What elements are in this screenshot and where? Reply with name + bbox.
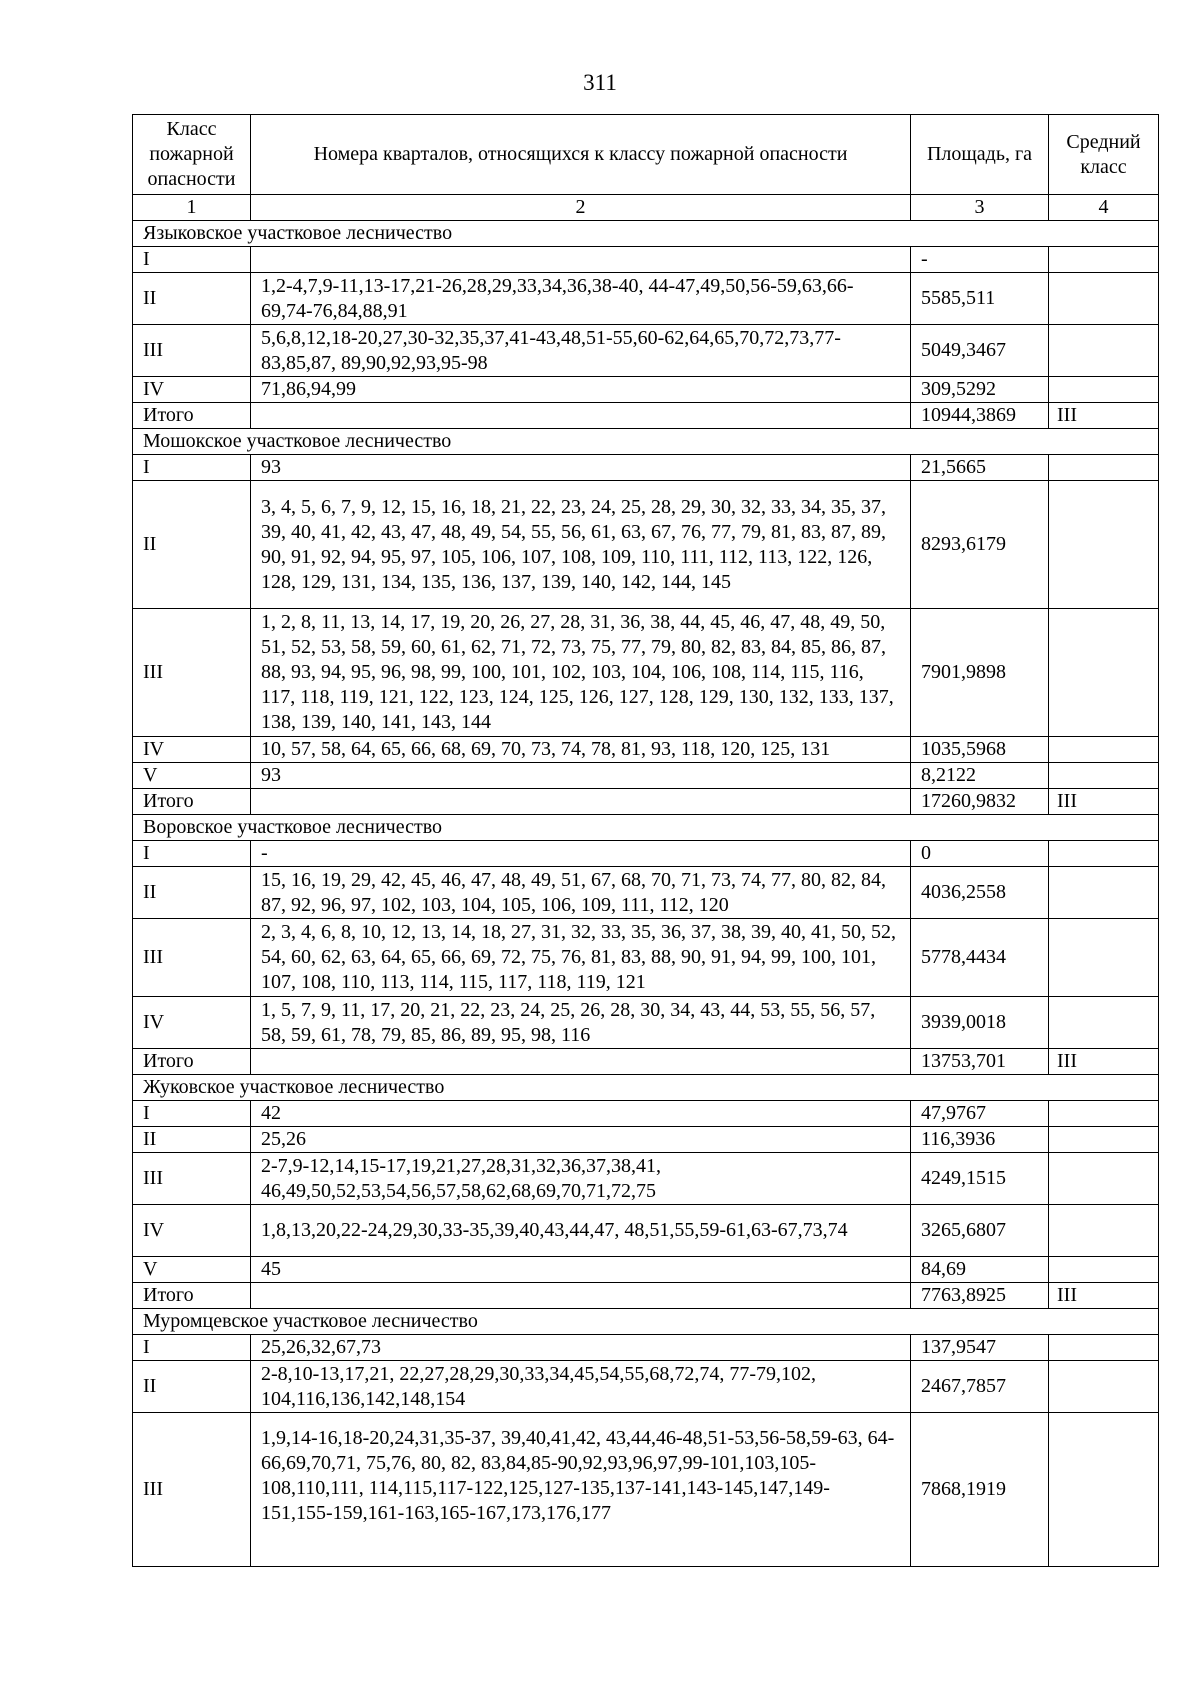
avg-class: [1049, 609, 1159, 737]
avg-class: [1049, 273, 1159, 325]
section-title: Муромцевское участковое лесничество: [133, 1309, 1159, 1335]
fire-class: I: [133, 247, 251, 273]
fire-class: IV: [133, 997, 251, 1049]
header-row: [133, 115, 1159, 195]
total-area: 7763,8925: [911, 1283, 1049, 1309]
table-row: [133, 737, 1159, 763]
header-class: Класс пожарной опасности: [133, 115, 251, 195]
quarters: 2-8,10-13,17,21, 22,27,28,29,30,33,34,45,54,55,68,72,74, 77-79,102, 104,116,136,142,148,154: [251, 1361, 911, 1413]
avg-class: [1049, 481, 1159, 609]
column-number: 4: [1049, 195, 1159, 221]
area: 1035,5968: [911, 737, 1049, 763]
section-title: Воровское участковое лесничество: [133, 815, 1159, 841]
avg-class: [1049, 841, 1159, 867]
area: 4036,2558: [911, 867, 1049, 919]
table-row: [133, 1413, 1159, 1567]
avg-class: [1049, 377, 1159, 403]
avg-class: [1049, 1257, 1159, 1283]
section-title: Мошокское участковое лесничество: [133, 429, 1159, 455]
table-row: [133, 481, 1159, 609]
table-row: [133, 609, 1159, 737]
area: 7901,9898: [911, 609, 1049, 737]
header-avg-class: Средний класс: [1049, 115, 1159, 195]
table-row: [133, 841, 1159, 867]
area: 0: [911, 841, 1049, 867]
fire-class: III: [133, 325, 251, 377]
total-label: Итого: [133, 403, 251, 429]
quarters: 42: [251, 1101, 911, 1127]
total-area: 10944,3869: [911, 403, 1049, 429]
avg-class: [1049, 737, 1159, 763]
fire-class: III: [133, 609, 251, 737]
table-row: [133, 1127, 1159, 1153]
avg-class: [1049, 325, 1159, 377]
avg-class: [1049, 247, 1159, 273]
total-row: [133, 1049, 1159, 1075]
quarters: 1,9,14-16,18-20,24,31,35-37, 39,40,41,42, 43,44,46-48,51-53,56-58,59-63, 64-66,69,70,71, 75,76, 80, 82, 83,84,85-90,92,93,96,97,99-101,103,105-108,110,111, 114,115,117-122,125,127-135,137-141,143-145,147,149-151,155-159,161-163,165-167,173,176,177: [251, 1413, 911, 1567]
quarters: 71,86,94,99: [251, 377, 911, 403]
table-row: [133, 1257, 1159, 1283]
area: 3939,0018: [911, 997, 1049, 1049]
table-row: [133, 247, 1159, 273]
section-header-row: [133, 429, 1159, 455]
quarters: 45: [251, 1257, 911, 1283]
table-row: [133, 377, 1159, 403]
total-avg-class: III: [1049, 1283, 1159, 1309]
table-row: [133, 325, 1159, 377]
fire-class: IV: [133, 737, 251, 763]
section-header-row: [133, 815, 1159, 841]
fire-class: I: [133, 1101, 251, 1127]
area: 7868,1919: [911, 1413, 1049, 1567]
quarters: 93: [251, 763, 911, 789]
fire-class: IV: [133, 1205, 251, 1257]
area: 309,5292: [911, 377, 1049, 403]
avg-class: [1049, 919, 1159, 997]
quarters: 15, 16, 19, 29, 42, 45, 46, 47, 48, 49, 51, 67, 68, 70, 71, 73, 74, 77, 80, 82, 84, 87, 92, 96, 97, 102, 103, 104, 105, 106, 109, 111, 112, 120: [251, 867, 911, 919]
avg-class: [1049, 1413, 1159, 1567]
quarters: 10, 57, 58, 64, 65, 66, 68, 69, 70, 73, 74, 78, 81, 93, 118, 120, 125, 131: [251, 737, 911, 763]
fire-danger-table: [132, 114, 1159, 1567]
total-row: [133, 1283, 1159, 1309]
table-row: [133, 763, 1159, 789]
section-header-row: [133, 1309, 1159, 1335]
fire-class: III: [133, 1153, 251, 1205]
column-number: 2: [251, 195, 911, 221]
total-row: [133, 403, 1159, 429]
fire-class: I: [133, 841, 251, 867]
total-area: 13753,701: [911, 1049, 1049, 1075]
quarters: 3, 4, 5, 6, 7, 9, 12, 15, 16, 18, 21, 22, 23, 24, 25, 28, 29, 30, 32, 33, 34, 35, 37, 39, 40, 41, 42, 43, 47, 48, 49, 54, 55, 56, 61, 63, 67, 76, 77, 79, 81, 83, 87, 89, 90, 91, 92, 94, 95, 97, 105, 106, 107, 108, 109, 110, 111, 112, 113, 122, 126, 128, 129, 131, 134, 135, 136, 137, 139, 140, 142, 144, 145: [251, 481, 911, 609]
quarters: 1, 5, 7, 9, 11, 17, 20, 21, 22, 23, 24, 25, 26, 28, 30, 34, 43, 44, 53, 55, 56, 57, 58, 59, 61, 78, 79, 85, 86, 89, 95, 98, 116: [251, 997, 911, 1049]
fire-class: III: [133, 919, 251, 997]
area: 21,5665: [911, 455, 1049, 481]
fire-class: I: [133, 1335, 251, 1361]
area: 8293,6179: [911, 481, 1049, 609]
total-area: 17260,9832: [911, 789, 1049, 815]
total-label: Итого: [133, 1049, 251, 1075]
fire-class: I: [133, 455, 251, 481]
column-number: 3: [911, 195, 1049, 221]
table-row: [133, 1361, 1159, 1413]
table-row: [133, 997, 1159, 1049]
fire-class: II: [133, 481, 251, 609]
quarters: 2, 3, 4, 6, 8, 10, 12, 13, 14, 18, 27, 31, 32, 33, 35, 36, 37, 38, 39, 40, 41, 50, 52, 54, 60, 62, 63, 64, 65, 66, 69, 72, 75, 76, 81, 83, 88, 90, 91, 94, 99, 100, 101, 107, 108, 110, 113, 114, 115, 117, 118, 119, 121: [251, 919, 911, 997]
area: 47,9767: [911, 1101, 1049, 1127]
total-row: [133, 789, 1159, 815]
section-header-row: [133, 221, 1159, 247]
area: 2467,7857: [911, 1361, 1049, 1413]
avg-class: [1049, 1335, 1159, 1361]
page-number: 311: [583, 70, 617, 95]
avg-class: [1049, 997, 1159, 1049]
avg-class: [1049, 1205, 1159, 1257]
fire-class: II: [133, 273, 251, 325]
area: 8,2122: [911, 763, 1049, 789]
section-title: Языковское участковое лесничество: [133, 221, 1159, 247]
quarters: 93: [251, 455, 911, 481]
area: 116,3936: [911, 1127, 1049, 1153]
avg-class: [1049, 763, 1159, 789]
column-number-row: [133, 195, 1159, 221]
avg-class: [1049, 1153, 1159, 1205]
header-area: Площадь, га: [911, 115, 1049, 195]
area: -: [911, 247, 1049, 273]
quarters: 2-7,9-12,14,15-17,19,21,27,28,31,32,36,37,38,41, 46,49,50,52,53,54,56,57,58,62,68,69,70,71,72,75: [251, 1153, 911, 1205]
total-label: Итого: [133, 789, 251, 815]
quarters: [251, 1283, 911, 1309]
quarters: 1, 2, 8, 11, 13, 14, 17, 19, 20, 26, 27, 28, 31, 36, 38, 44, 45, 46, 47, 48, 49, 50, 51, 52, 53, 58, 59, 60, 61, 62, 71, 72, 73, 75, 77, 79, 80, 82, 83, 84, 85, 86, 87, 88, 93, 94, 95, 96, 98, 99, 100, 101, 102, 103, 104, 106, 108, 114, 115, 116, 117, 118, 119, 121, 122, 123, 124, 125, 126, 127, 128, 129, 130, 132, 133, 137, 138, 139, 140, 141, 143, 144: [251, 609, 911, 737]
quarters: -: [251, 841, 911, 867]
area: 5585,511: [911, 273, 1049, 325]
avg-class: [1049, 455, 1159, 481]
fire-class: V: [133, 763, 251, 789]
avg-class: [1049, 867, 1159, 919]
table-row: [133, 867, 1159, 919]
fire-class: V: [133, 1257, 251, 1283]
table-row: [133, 1205, 1159, 1257]
quarters: [251, 247, 911, 273]
area: 5049,3467: [911, 325, 1049, 377]
area: 5778,4434: [911, 919, 1049, 997]
area: 84,69: [911, 1257, 1049, 1283]
avg-class: [1049, 1101, 1159, 1127]
table-row: [133, 1153, 1159, 1205]
avg-class: [1049, 1361, 1159, 1413]
fire-class: II: [133, 1361, 251, 1413]
quarters: 25,26: [251, 1127, 911, 1153]
total-avg-class: III: [1049, 789, 1159, 815]
total-avg-class: III: [1049, 403, 1159, 429]
fire-class: IV: [133, 377, 251, 403]
quarters: 5,6,8,12,18-20,27,30-32,35,37,41-43,48,51-55,60-62,64,65,70,72,73,77-83,85,87, 89,90,92,93,95-98: [251, 325, 911, 377]
fire-class: II: [133, 867, 251, 919]
area: 137,9547: [911, 1335, 1049, 1361]
area: 3265,6807: [911, 1205, 1049, 1257]
total-label: Итого: [133, 1283, 251, 1309]
fire-class: III: [133, 1413, 251, 1567]
total-avg-class: III: [1049, 1049, 1159, 1075]
quarters: [251, 789, 911, 815]
quarters: 1,8,13,20,22-24,29,30,33-35,39,40,43,44,47, 48,51,55,59-61,63-67,73,74: [251, 1205, 911, 1257]
section-header-row: [133, 1075, 1159, 1101]
area: 4249,1515: [911, 1153, 1049, 1205]
quarters: [251, 1049, 911, 1075]
table-row: [133, 273, 1159, 325]
avg-class: [1049, 1127, 1159, 1153]
quarters: [251, 403, 911, 429]
quarters: 1,2-4,7,9-11,13-17,21-26,28,29,33,34,36,38-40, 44-47,49,50,56-59,63,66-69,74-76,84,88,91: [251, 273, 911, 325]
quarters: 25,26,32,67,73: [251, 1335, 911, 1361]
table-row: [133, 919, 1159, 997]
table-row: [133, 1335, 1159, 1361]
table-row: [133, 1101, 1159, 1127]
fire-class: II: [133, 1127, 251, 1153]
section-title: Жуковское участковое лесничество: [133, 1075, 1159, 1101]
header-quarters: Номера кварталов, относящихся к классу пожарной опасности: [251, 115, 911, 195]
column-number: 1: [133, 195, 251, 221]
table-row: [133, 455, 1159, 481]
